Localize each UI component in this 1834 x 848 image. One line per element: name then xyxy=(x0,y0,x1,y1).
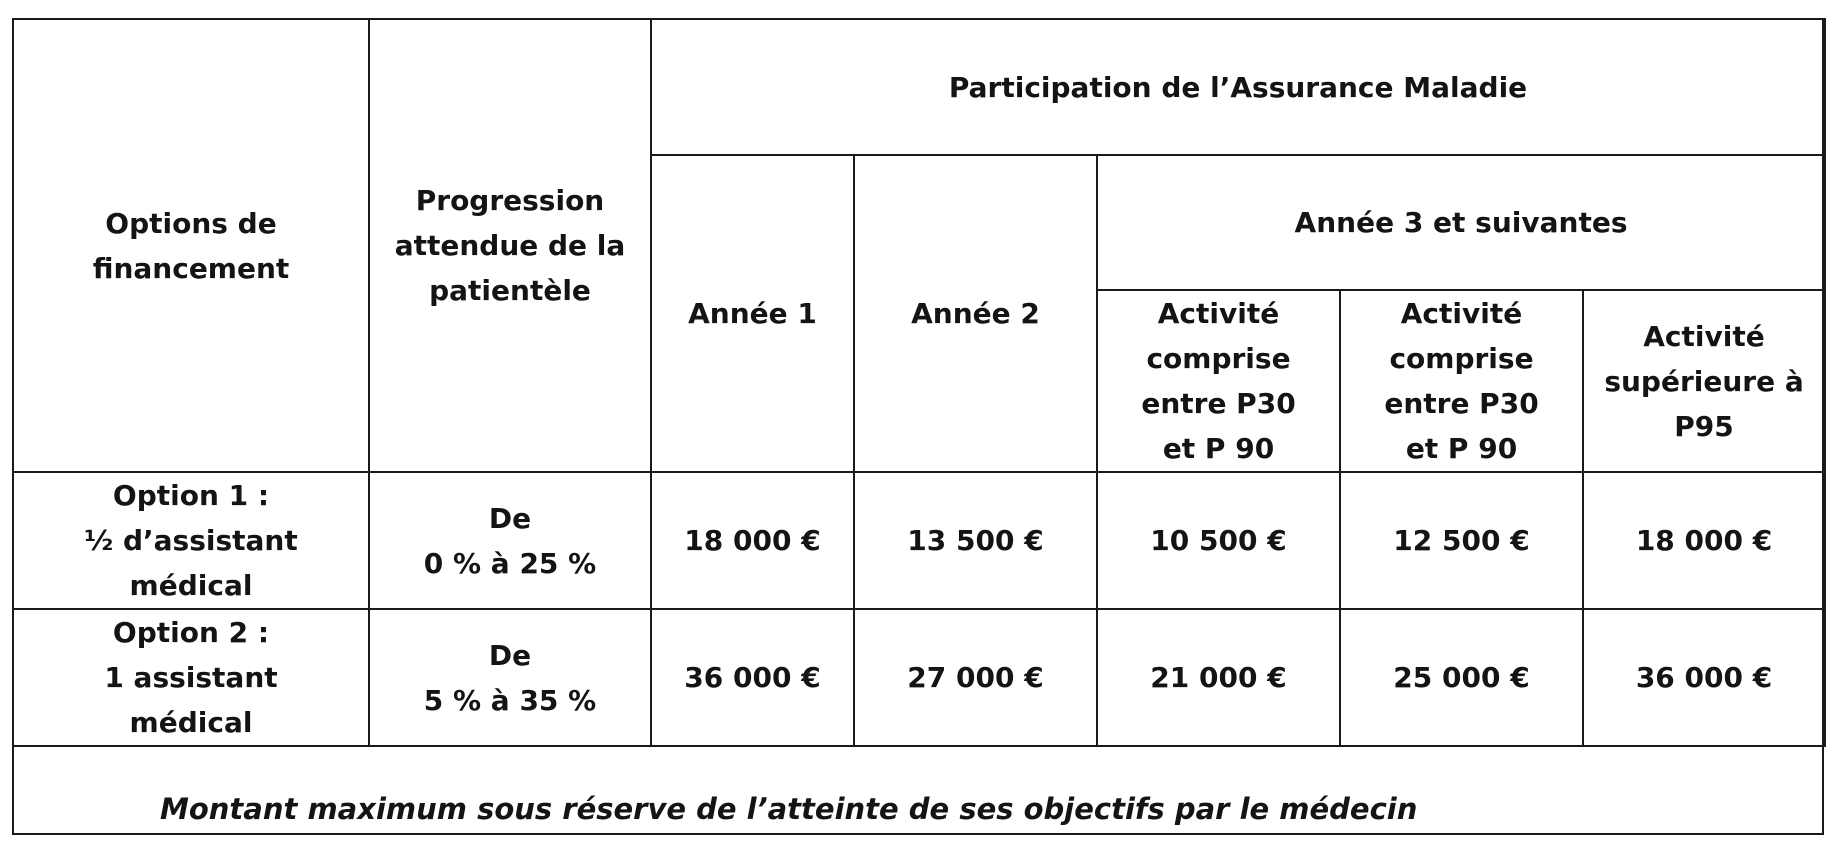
year3-above-p95-amount-cell: 36 000 € xyxy=(1583,609,1825,746)
year2-header-cell: Année 2 xyxy=(854,155,1097,472)
year1-amount-cell: 18 000 € xyxy=(651,472,854,609)
year3-header-cell: Année 3 et suivantes xyxy=(1097,155,1825,290)
table-row xyxy=(13,609,1825,746)
sub-header-activity-p30-p90-b: Activité comprise entre P30 et P 90 xyxy=(1340,290,1583,472)
sub-header-activity-p30-p90-a: Activité comprise entre P30 et P 90 xyxy=(1097,290,1340,472)
header-row-1 xyxy=(13,19,1825,155)
option-cell: Option 2 : 1 assistant médical xyxy=(13,609,369,746)
financing-table xyxy=(12,18,1826,747)
year3-p30-p90-amount-cell: 25 000 € xyxy=(1340,609,1583,746)
year3-p30-p90-amount-cell: 12 500 € xyxy=(1340,472,1583,609)
year1-amount-cell: 36 000 € xyxy=(651,609,854,746)
option-cell: Option 1 : ½ d’assistant médical xyxy=(13,472,369,609)
sub-header-activity-above-p95: Activité supérieure à P95 xyxy=(1583,290,1825,472)
year2-amount-cell: 27 000 € xyxy=(854,609,1097,746)
year3-p30-p90-amount-cell: 10 500 € xyxy=(1097,472,1340,609)
year2-amount-cell: 13 500 € xyxy=(854,472,1097,609)
year3-p30-p90-amount-cell: 21 000 € xyxy=(1097,609,1340,746)
table-row xyxy=(13,472,1825,609)
options-header-cell: Options de financement xyxy=(13,19,369,472)
year1-header-cell: Année 1 xyxy=(651,155,854,472)
year3-above-p95-amount-cell: 18 000 € xyxy=(1583,472,1825,609)
financing-table-frame xyxy=(12,18,1824,835)
progression-cell: De 0 % à 25 % xyxy=(369,472,651,609)
progression-header-cell: Progression attendue de la patientèle xyxy=(369,19,651,472)
progression-cell: De 5 % à 35 % xyxy=(369,609,651,746)
footnote: Montant maximum sous réserve de l’atteinte de ses objectifs par le médecin xyxy=(160,792,1418,826)
participation-header-cell: Participation de l’Assurance Maladie xyxy=(651,19,1825,155)
